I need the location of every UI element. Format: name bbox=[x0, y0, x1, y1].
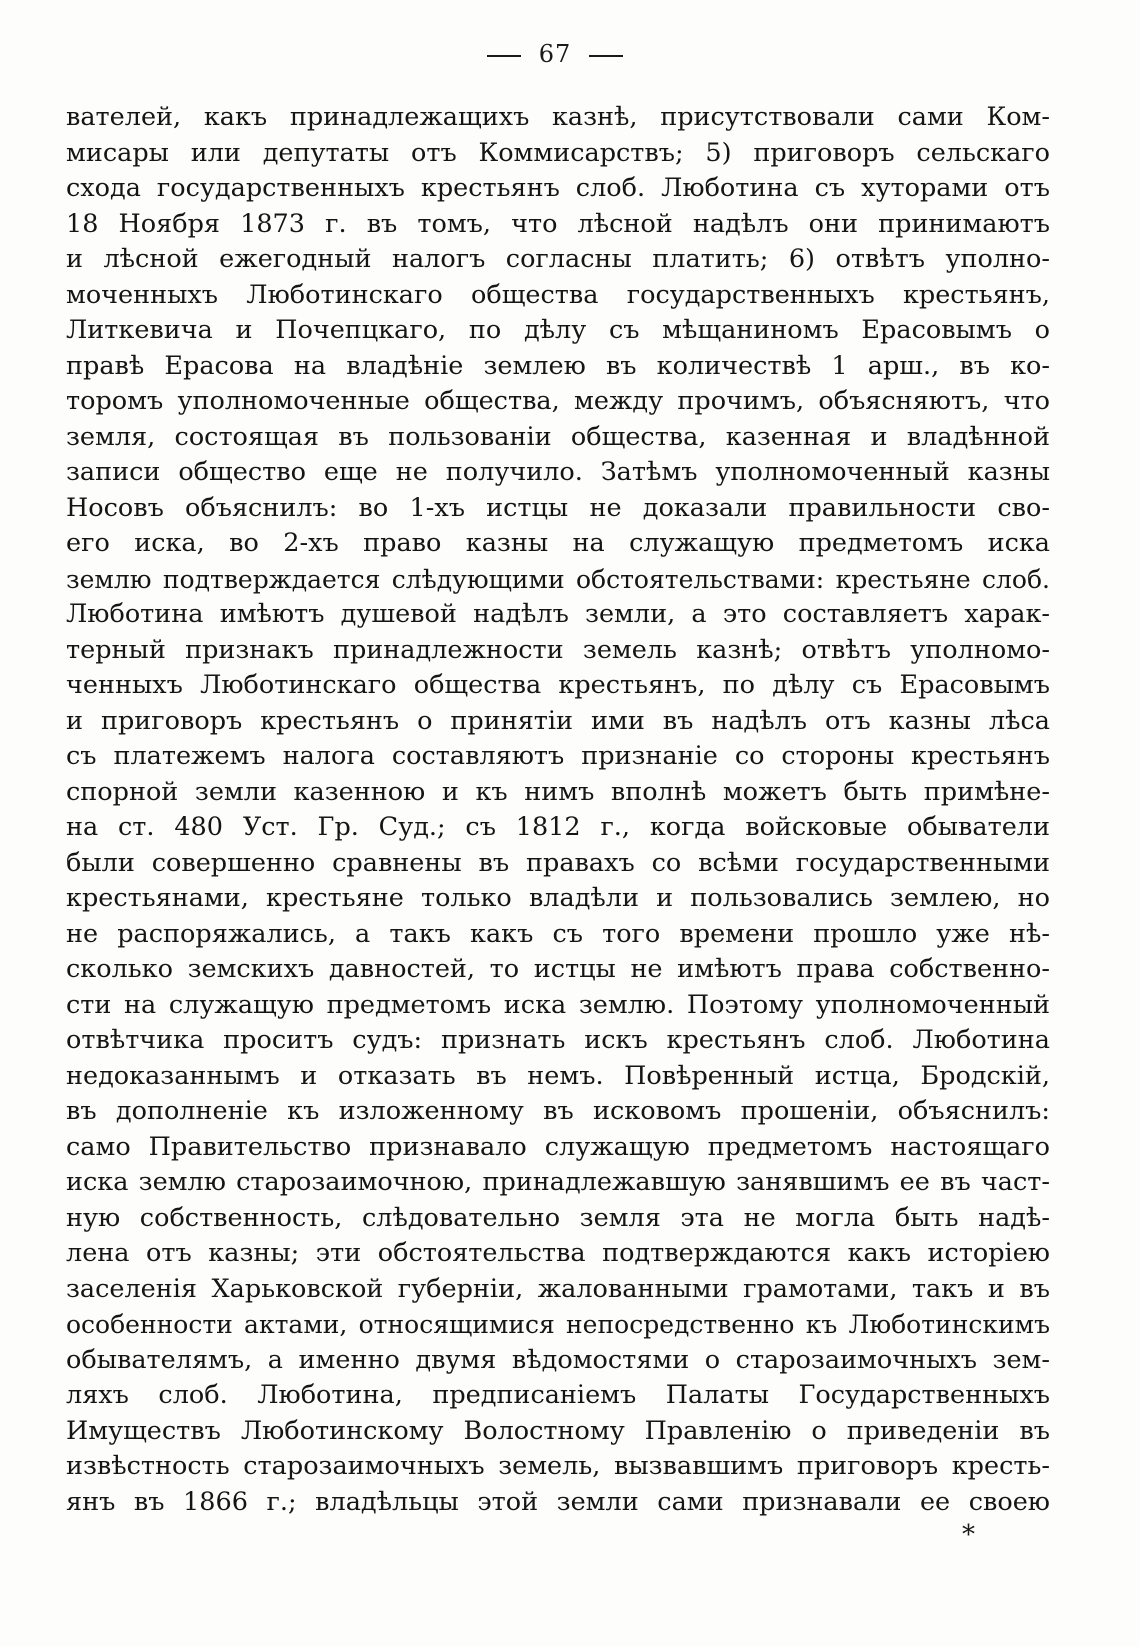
text-line: на ст. 480 Уст. Гр. Суд.; съ 1812 г., когда войсковые обыватели bbox=[66, 812, 1050, 842]
text-line: сколько земскихъ давностей, то истцы не имѣютъ права собственно- bbox=[66, 954, 1050, 984]
text-line: земля, состоящая въ пользованіи общества, казенная и владѣнной bbox=[66, 421, 1050, 452]
text-line: торомъ уполномоченные общества, между прочимъ, объясняютъ, что bbox=[66, 386, 1050, 416]
text-line: не распоряжались, а такъ какъ съ того времени прошло уже нѣ- bbox=[66, 918, 1050, 949]
text-line: Литкевича и Почепцкаго, по дѣлу съ мѣщаниномъ Ерасовымъ о bbox=[66, 315, 1050, 345]
text-line: Имуществъ Люботинскому Волостному Правленію о приведеніи въ bbox=[66, 1415, 1050, 1446]
text-line: мисары или депутаты отъ Коммисарствъ; 5) приговоръ сельскаго bbox=[66, 137, 1050, 168]
text-line: 18 Ноября 1873 г. въ томъ, что лѣсной надѣлъ они принимаютъ bbox=[66, 208, 1050, 239]
text-line: недоказаннымъ и отказать въ немъ. Повѣренный истца, Бродскій, bbox=[66, 1060, 1050, 1091]
text-line: лена отъ казны; эти обстоятельства подтверждаются какъ исторіею bbox=[66, 1238, 1050, 1268]
page-number-header bbox=[0, 40, 1110, 68]
body-text bbox=[66, 100, 1050, 1520]
page-number: 67 bbox=[538, 40, 572, 68]
text-line: вателей, какъ принадлежащихъ казнѣ, присутствовали сами Ком- bbox=[66, 102, 1050, 132]
right-dash bbox=[589, 55, 623, 57]
text-line: само Правительство признавало служащую предметомъ настоящаго bbox=[66, 1131, 1050, 1162]
text-line: въ дополненіе къ изложенному въ исковомъ прошеніи, объяснилъ: bbox=[66, 1096, 1050, 1126]
text-line: иска землю старозаимочною, принадлежавшую занявшимъ ее въ част- bbox=[66, 1167, 1050, 1197]
text-line: были совершенно сравнены въ правахъ со всѣми государственными bbox=[66, 847, 1050, 878]
text-line: его иска, во 2-хъ право казны на служащую предметомъ иска bbox=[66, 528, 1050, 558]
text-line: правѣ Ерасова на владѣніе землею въ количествѣ 1 арш., въ ко- bbox=[66, 350, 1050, 381]
text-line: ляхъ слоб. Люботина, предписаніемъ Палаты Государственныхъ bbox=[66, 1380, 1050, 1410]
text-line: янъ въ 1866 г.; владѣльцы этой земли сами признавали ее своею bbox=[66, 1486, 1050, 1517]
text-line: ную собственность, слѣдовательно земля эта не могла быть надѣ- bbox=[66, 1202, 1050, 1233]
text-line: спорной земли казенною и къ нимъ вполнѣ можетъ быть примѣне- bbox=[66, 776, 1050, 807]
text-line: землю подтверждается слѣдующими обстоятельствами: крестьяне слоб. bbox=[66, 564, 1050, 594]
text-line: заселенія Харьковской губерніи, жалованными грамотами, такъ и въ bbox=[66, 1273, 1050, 1304]
text-line: обывателямъ, а именно двумя вѣдомостями о старозаимочныхъ зем- bbox=[66, 1344, 1050, 1375]
text-line: извѣстность старозаимочныхъ земель, вызвавшимъ приговоръ кресть- bbox=[66, 1451, 1050, 1481]
text-line: особенности актами, относящимися непосредственно къ Люботинскимъ bbox=[66, 1310, 1050, 1339]
text-line: сти на служащую предметомъ иска землю. Поэтому уполномоченный bbox=[66, 989, 1050, 1020]
text-line: и лѣсной ежегодный налогъ согласны платить; 6) отвѣтъ уполно- bbox=[66, 244, 1050, 274]
text-line: отвѣтчика проситъ судъ: признать искъ крестьянъ слоб. Люботина bbox=[66, 1025, 1050, 1055]
text-line: Носовъ объяснилъ: во 1-хъ истцы не доказали правильности сво- bbox=[66, 492, 1050, 523]
text-line: записи общество еще не получило. Затѣмъ уполномоченный казны bbox=[66, 457, 1050, 487]
left-dash bbox=[487, 55, 521, 57]
text-line: схода государственныхъ крестьянъ слоб. Люботина съ хуторами отъ bbox=[66, 173, 1050, 203]
text-line: терный признакъ принадлежности земель казнѣ; отвѣтъ уполномо- bbox=[66, 634, 1050, 665]
text-line: съ платежемъ налога составляютъ признаніе со стороны крестьянъ bbox=[66, 741, 1050, 771]
text-line: ченныхъ Люботинскаго общества крестьянъ, по дѣлу съ Ерасовымъ bbox=[66, 670, 1050, 700]
text-line: и приговоръ крестьянъ о принятіи ими въ надѣлъ отъ казны лѣса bbox=[66, 705, 1050, 736]
text-line: Люботина имѣютъ душевой надѣлъ земли, а это составляетъ харак- bbox=[66, 599, 1050, 629]
text-line: крестьянами, крестьяне только владѣли и пользовались землею, но bbox=[66, 883, 1050, 913]
footnote-mark: * bbox=[962, 1520, 975, 1550]
text-line: моченныхъ Люботинскаго общества государственныхъ крестьянъ, bbox=[66, 279, 1050, 310]
